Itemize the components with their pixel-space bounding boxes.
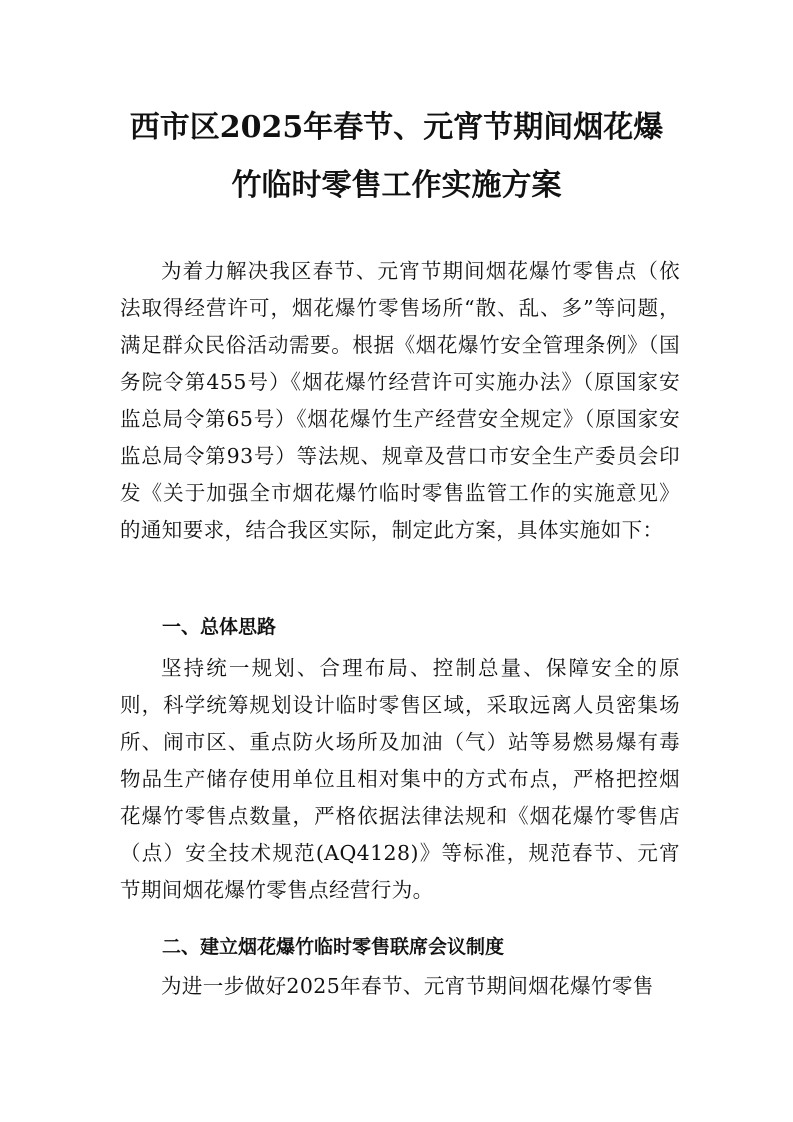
document-title-line-2: 竹临时零售工作实施方案 (231, 168, 562, 203)
overall-approach-paragraph: 坚持统一规划、合理布局、控制总量、保障安全的原则，科学统筹规划设计临时零售区域，采取远离人员密集场所、闹市区、重点防火场所及加油（气）站等易燃易爆有毒物品生产储存使用单位且相对集中的方式布点，严格把控烟花爆竹零售点数量，严格依据法律法规和《烟花爆竹零售店（点）安全技术规范(AQ4128)》等标准，规范春节、元宵节期间烟花爆竹零售点经营行为。 (120, 656, 680, 902)
section-heading-overall-approach: 一、总体思路 (162, 616, 277, 638)
document-title-line-1: 西市区2025年春节、元宵节期间烟花爆 (129, 110, 664, 145)
intro-paragraph: 为着力解决我区春节、元宵节期间烟花爆竹零售点（依法取得经营许可，烟花爆竹零售场所“散、乱、多”等问题，满足群众民俗活动需要。根据《烟花爆竹安全管理条例》（国务院令第455号）《烟花爆竹经营许可实施办法》（原国家安监总局令第65号）《烟花爆竹生产经营安全规定》（原国家安监总局令第93号）等法规、规章及营口市安全生产委员会印发《关于加强全市烟花爆竹临时零售监管工作的实施意见》的通知要求，结合我区实际，制定此方案，具体实施如下： (120, 259, 680, 542)
joint-meeting-paragraph: 为进一步做好2025年春节、元宵节期间烟花爆竹零售 (161, 974, 654, 998)
section-heading-joint-meeting-system: 二、建立烟花爆竹临时零售联席会议制度 (162, 936, 505, 958)
